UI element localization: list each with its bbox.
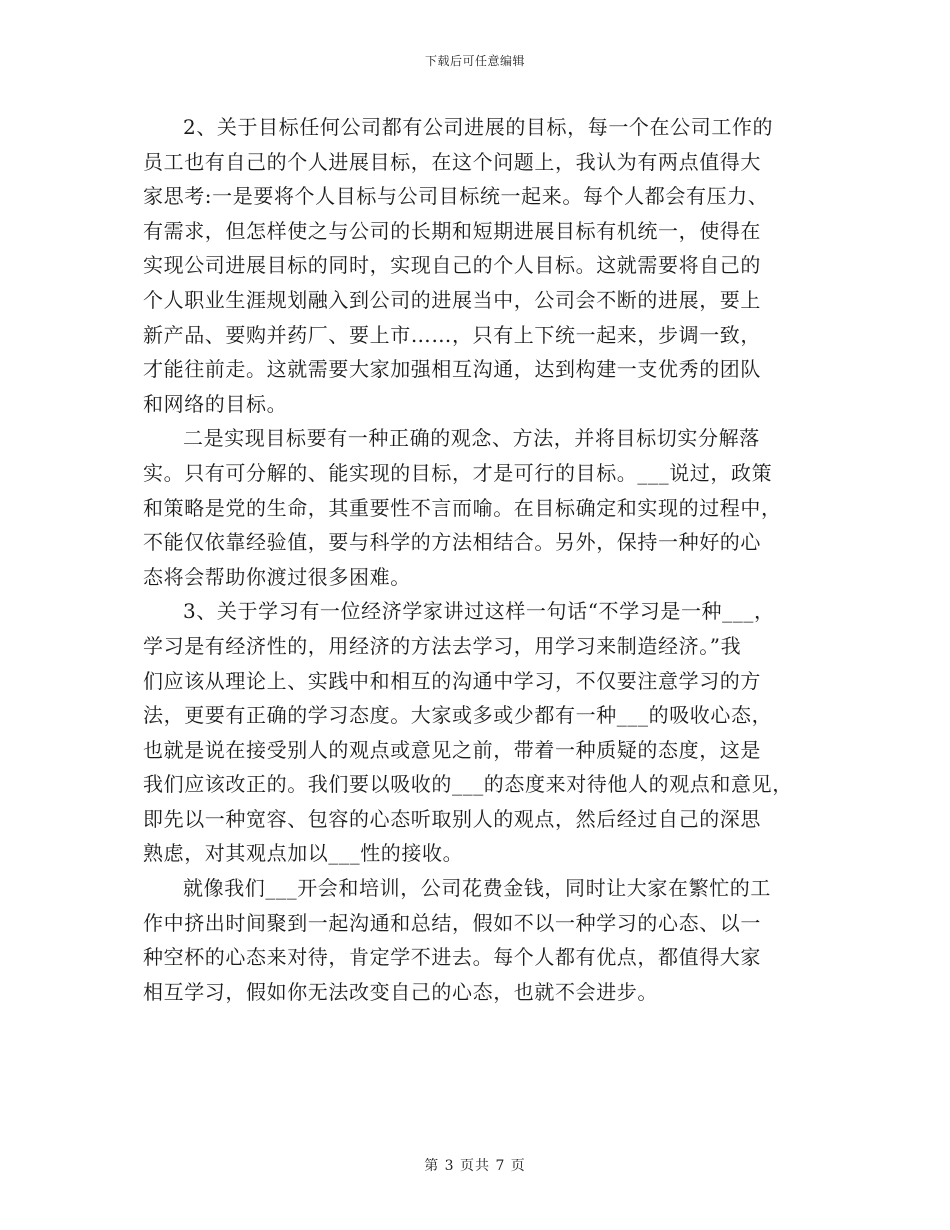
paragraph-learning	[143, 594, 807, 871]
document-body	[143, 110, 807, 1009]
text-line: 员工也有自己的个人进展目标，在这个问题上，我认为有两点值得大	[143, 149, 761, 174]
text-line: 学习是有经济性的，用经济的方法去学习，用学习来制造经济。”我	[143, 633, 742, 658]
page-number: 第 3 页共 7 页	[424, 1158, 526, 1174]
text-line: 我们应该改正的。我们要以吸收的___的态度来对待他人的观点和意见，	[143, 772, 793, 797]
text-line: 就像我们___开会和培训，公司花费金钱，同时让大家在繁忙的工	[183, 876, 771, 901]
paragraph-training	[143, 871, 807, 1009]
text-line: 3、关于学习有一位经济学家讲过这样一句话“不学习是一种___，	[183, 599, 775, 624]
text-line: 即先以一种宽容、包容的心态听取别人的观点，然后经过自己的深思	[143, 806, 761, 831]
text-line: 和策略是党的生命，其重要性不言而喻。在目标确定和实现的过程中，	[143, 495, 782, 520]
text-line: 熟虑，对其观点加以___性的接收。	[143, 841, 464, 866]
text-line: 们应该从理论上、实践中和相互的沟通中学习，不仅要注意学习的方	[143, 668, 761, 693]
text-line: 实现公司进展目标的同时，实现自己的个人目标。这就需要将自己的	[143, 253, 761, 278]
text-line: 有需求，但怎样使之与公司的长期和短期进展目标有机统一，使得在	[143, 218, 761, 243]
text-line: 作中挤出时间聚到一起沟通和总结，假如不以一种学习的心态、以一	[143, 910, 761, 935]
text-line: 也就是说在接受别人的观点或意见之前，带着一种质疑的态度，这是	[143, 737, 761, 762]
text-line: 个人职业生涯规划融入到公司的进展当中，公司会不断的进展，要上	[143, 287, 761, 312]
text-line: 态将会帮助你渡过很多困难。	[143, 564, 411, 589]
text-line: 实。只有可分解的、能实现的目标，才是可行的目标。___说过，政策	[143, 460, 773, 485]
text-line: 和网络的目标。	[143, 391, 288, 416]
text-line: 才能往前走。这就需要大家加强相互沟通，达到构建一支优秀的团队	[143, 357, 761, 382]
text-line: 家思考:一是要将个人目标与公司目标统一起来。每个人都会有压力、	[143, 184, 769, 209]
text-line: 不能仅依靠经验值，要与科学的方法相结合。另外，保持一种好的心	[143, 530, 761, 555]
paragraph-method	[143, 421, 807, 594]
paragraph-goals	[143, 110, 807, 421]
text-line: 二是实现目标要有一种正确的观念、方法，并将目标切实分解落	[183, 426, 760, 451]
text-line: 新产品、要购并药厂、要上市……，只有上下统一起来，步调一致，	[143, 322, 761, 347]
text-line: 法，更要有正确的学习态度。大家或多或少都有一种___的吸收心态，	[143, 703, 773, 728]
page-header: 下载后可任意编辑	[424, 54, 525, 68]
text-line: 2、关于目标任何公司都有公司进展的目标，每一个在公司工作的	[183, 115, 774, 139]
text-line: 相互学习，假如你无法改变自己的心态，也就不会进步。	[143, 979, 658, 1004]
text-line: 种空杯的心态来对待，肯定学不进去。每个人都有优点，都值得大家	[143, 945, 761, 970]
